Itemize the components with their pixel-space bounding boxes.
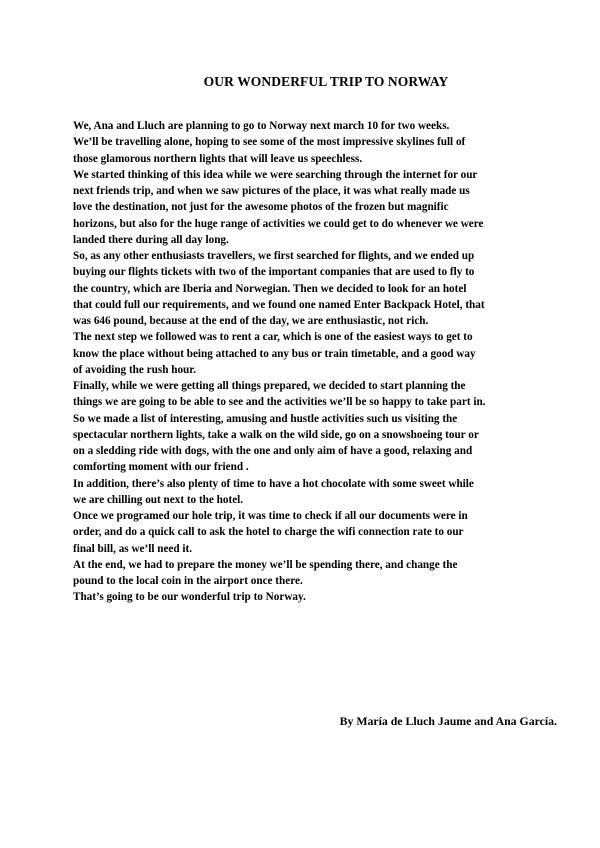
body-line: So we made a list of interesting, amusing and hustle activities such us visiting the	[73, 412, 458, 425]
body-line: on a sledding ride with dogs, with the one and only aim of have a good, relaxing and	[73, 445, 473, 457]
body-line: order, and do a quick call to ask the hotel to charge the wifi connection rate to our	[73, 526, 464, 539]
body-line: We’ll be travelling alone, hoping to see some of the most impressive skylines full of	[73, 136, 466, 149]
signature: By María de Lluch Jaume and Ana García.	[339, 714, 557, 728]
body-line: was 646 pound, because at the end of the day, we are enthusiastic, not rich.	[73, 315, 429, 327]
body-line: So, as any other enthusiasts travellers, we first searched for flights, and we ended up	[73, 250, 475, 262]
body-line: things we are going to be able to see and the activities we’ll be so happy to take part in.	[73, 396, 486, 409]
body-line: horizons, but also for the huge range of activities we could get to do whenever we were	[73, 217, 484, 230]
body-line: Finally, while we were getting all things prepared, we decided to start planning the	[73, 380, 466, 392]
body-line: comforting moment with our friend .	[73, 461, 249, 474]
body-line: love the destination, not just for the awesome photos of the frozen but magnific	[73, 201, 449, 214]
body-line: We, Ana and Lluch are planning to go to Norway next march 10 for two weeks.	[73, 120, 450, 132]
body-line: Once we programed our hole trip, it was time to check if all our documents were in	[73, 510, 468, 522]
body-line: We started thinking of this idea while we were searching through the internet for our	[73, 168, 478, 181]
body-line: landed there during all day long.	[73, 233, 229, 246]
body-line: spectacular northern lights, take a walk on the wild side, go on a snowshoeing tour or	[73, 428, 479, 441]
body-line: The next step we followed was to rent a car, which is one of the easiest ways to get to	[73, 331, 473, 344]
body-line: that could full our requirements, and we found one named Enter Backpack Hotel, that	[73, 298, 485, 311]
document-body	[73, 118, 553, 606]
body-line: know the place without being attached to any bus or train timetable, and a good way	[73, 347, 476, 360]
body-line: next friends trip, and when we saw pictures of the place, it was what really made us	[73, 185, 470, 197]
body-line: buying our flights tickets with two of the important companies that are used to fly to	[73, 266, 475, 279]
body-line: of avoiding the rush hour.	[73, 363, 196, 376]
body-line: the country, which are Iberia and Norwegian. Then we decided to look for an hotel	[73, 282, 467, 295]
body-line: pound to the local coin in the airport once there.	[73, 575, 303, 587]
body-line: we are chilling out next to the hotel.	[73, 493, 244, 506]
body-line: In addition, there’s also plenty of time to have a hot chocolate with some sweet while	[73, 477, 474, 490]
document-title: OUR WONDERFUL TRIP TO NORWAY	[203, 74, 449, 89]
body-line: At the end, we had to prepare the money we’ll be spending there, and change the	[73, 558, 458, 571]
body-line: those glamorous northern lights that will leave us speechless.	[73, 152, 363, 165]
body-line: final bill, as we’ll need it.	[73, 542, 193, 555]
body-line: That’s going to be our wonderful trip to Norway.	[73, 591, 306, 604]
